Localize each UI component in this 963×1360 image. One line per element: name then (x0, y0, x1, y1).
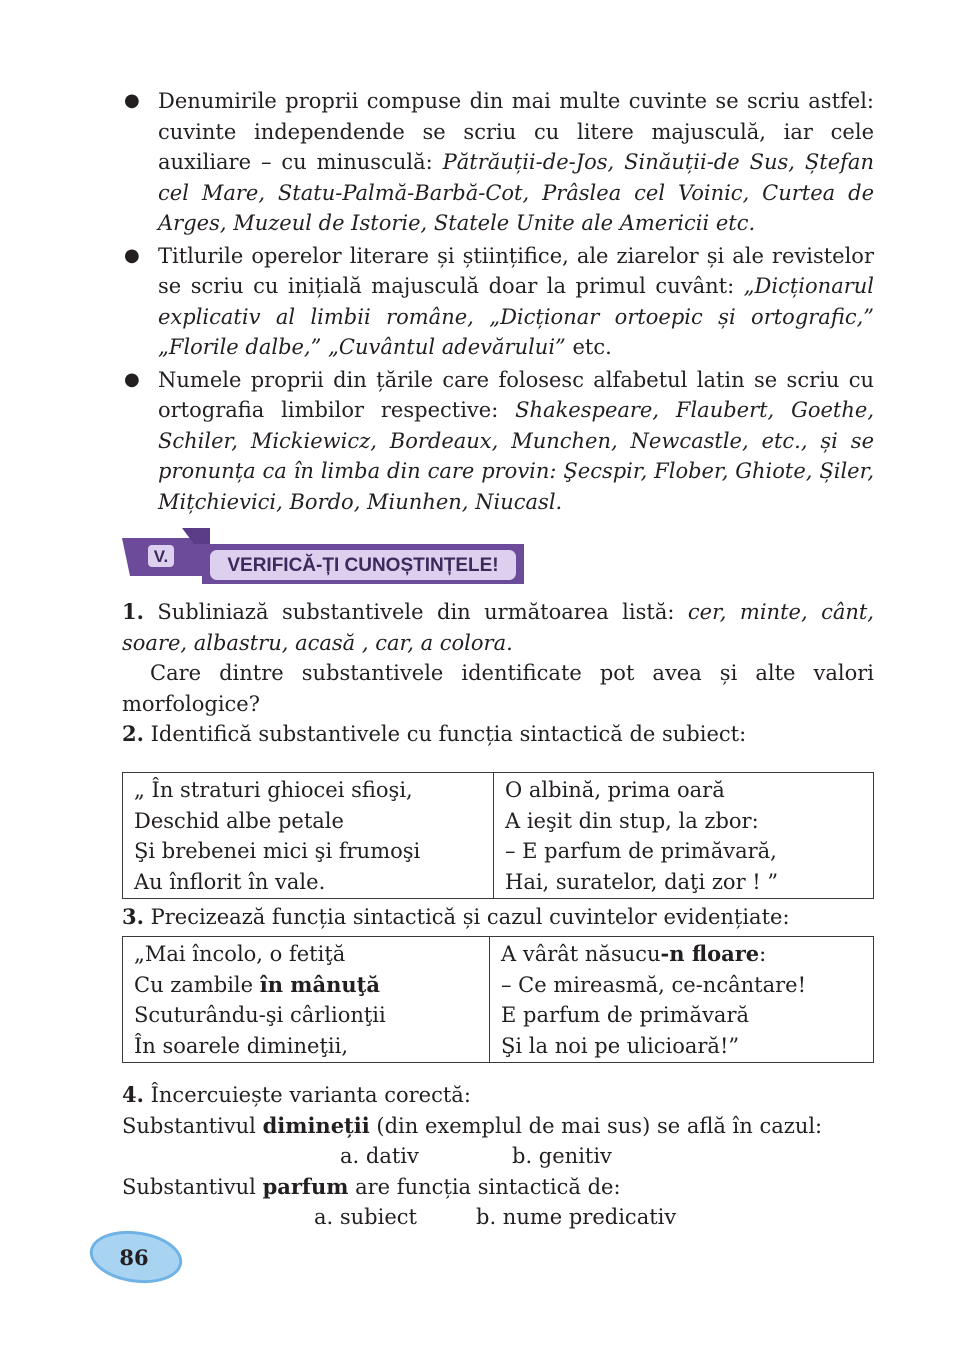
poem-line: Scuturându-şi cârlionţii (134, 1003, 386, 1027)
answer-option-b[interactable]: b. genitiv (512, 1144, 612, 1168)
answer-option-a[interactable]: a. dativ (340, 1144, 419, 1168)
exercise-instruction: Încercuiește varianta corectă: (143, 1083, 471, 1107)
exercise-1 (122, 597, 874, 658)
highlighted-word: -n floare (660, 941, 760, 966)
exercise-number: 3. (122, 904, 144, 929)
rule-item-titles (122, 241, 874, 363)
poem-left-column (123, 773, 494, 899)
page-number-badge (88, 1229, 184, 1285)
poem-line: „Mai încolo, o fetiţă (134, 942, 346, 966)
question-text: Substantivul (122, 1114, 263, 1138)
exercise-4-question-2 (122, 1172, 874, 1203)
exercise-instruction: Subliniază substantivele din următoarea listă: (143, 600, 688, 624)
rule-item-foreign-names (122, 365, 874, 518)
word-list: cer, minte, cânt, soare, albastru, acasă , car, a colora. (122, 600, 874, 655)
question-text: are funcția sintactică de: (348, 1175, 621, 1199)
exercise-3 (122, 902, 874, 933)
section-banner (122, 528, 524, 586)
poem-line (501, 939, 862, 970)
exercise-number: 1. (122, 599, 144, 624)
exercise-number: 2. (122, 721, 144, 746)
poem-line: Deschid albe petale (134, 808, 344, 833)
exercise-instruction: Precizează funcția sintactică și cazul cuvintelor evidențiate: (143, 905, 790, 929)
bullet-icon: ● (124, 368, 140, 390)
rule-examples: „Dicționarul explicativ al limbii române, „Dicționar ortoepic și ortografic,” „Florile dalbe,” „Cuvântul adevărului” (158, 274, 874, 359)
highlighted-word: în mânuţă (259, 971, 380, 997)
bullet-icon: ● (124, 244, 140, 266)
highlighted-word: parfum (262, 1174, 349, 1199)
exercise-2-poem (122, 772, 874, 899)
poem-right-column (494, 773, 874, 899)
poem-left-column (123, 937, 490, 1063)
exercise-3-poem (122, 936, 874, 1063)
bullet-icon: ● (124, 90, 140, 111)
orthography-rules-list (122, 86, 874, 519)
poem-line (134, 970, 478, 1001)
exercise-number: 4. (122, 1082, 144, 1107)
question-text: Substantivul (122, 1175, 263, 1199)
rule-text: Denumirile proprii compuse din mai multe cuvinte se scriu astfel: cuvinte independende se scriu cu litere majusculă, iar cele auxiliare – cu minusculă: (158, 89, 874, 174)
poem-line: Hai, suratelor, daţi zor ! ” (505, 869, 779, 894)
poem-line: Şi brebenei mici şi frumoşi (134, 839, 421, 863)
question-text: (din exemplul de mai sus) se află în cazul: (369, 1114, 823, 1138)
poem-table (122, 772, 874, 899)
poem-line: O albină, prima oară (505, 778, 725, 802)
rule-item-compound-names (122, 86, 874, 239)
poem-line: E parfum de primăvară (501, 1003, 750, 1027)
poem-table (122, 936, 874, 1063)
exercise-4 (122, 1080, 874, 1111)
rule-text: Numele proprii din țările care folosesc alfabetul latin se scriu cu ortografia limbilor respective: (158, 367, 874, 422)
banner-number: V. (153, 547, 169, 566)
poem-text: A vârât năsucu (501, 942, 661, 966)
rule-text: Titlurile operelor literare și științifice, ale ziarelor și ale revistelor se scriu cu inițială majusculă doar la primul cuvânt: (158, 243, 874, 298)
poem-line: În soarele dimineţii, (134, 1033, 349, 1058)
page-number: 86 (119, 1245, 149, 1270)
poem-line: – E parfum de primăvară, (505, 839, 777, 863)
poem-line: A ieşit din stup, la zbor: (505, 808, 759, 833)
exercise-1-question: Care dintre substantivele identificate pot avea și alte valori morfologice? (122, 661, 874, 716)
poem-line: Şi la noi pe ulicioară!” (501, 1033, 740, 1058)
exercise-2 (122, 719, 874, 750)
rule-tail: etc. (565, 335, 612, 359)
poem-right-column (490, 937, 874, 1063)
poem-text: : (759, 942, 767, 966)
answer-option-b[interactable]: b. nume predicativ (476, 1205, 677, 1229)
rule-examples: Pătrăuții-de-Jos, Sinăuții-de Sus, Ștefan cel Mare, Statu-Palmă-Barbă-Cot, Prâslea cel Voinic, Curtea de Arges, Muzeul de Istorie, Statele Unite ale Americii etc. (158, 150, 874, 235)
rule-examples: Shakespeare, Flaubert, Goethe, Schiler, Mickiewicz, Bordeaux, Munchen, Newcastle, etc., și se pronunța ca în limba din care provin: Şecspir, Flober, Ghiote, Șiler, Mițchievici, Bordo, Miunhen, Niucasl. (158, 398, 874, 514)
poem-line: „ În straturi ghiocei sfioşi, (134, 778, 413, 802)
banner-title: VERIFICĂ-ȚI CUNOȘTINȚELE! (227, 555, 499, 576)
highlighted-word: dimineții (262, 1113, 370, 1138)
poem-line: – Ce mireasmă, ce-ncântare! (501, 972, 807, 997)
poem-line: Au înflorit în vale. (134, 869, 326, 894)
answer-option-a[interactable]: a. subiect (314, 1205, 417, 1229)
exercise-instruction: Identifică substantivele cu funcția sintactică de subiect: (143, 722, 747, 746)
exercise-4-question-1 (122, 1111, 874, 1142)
poem-text: Cu zambile (134, 972, 260, 997)
